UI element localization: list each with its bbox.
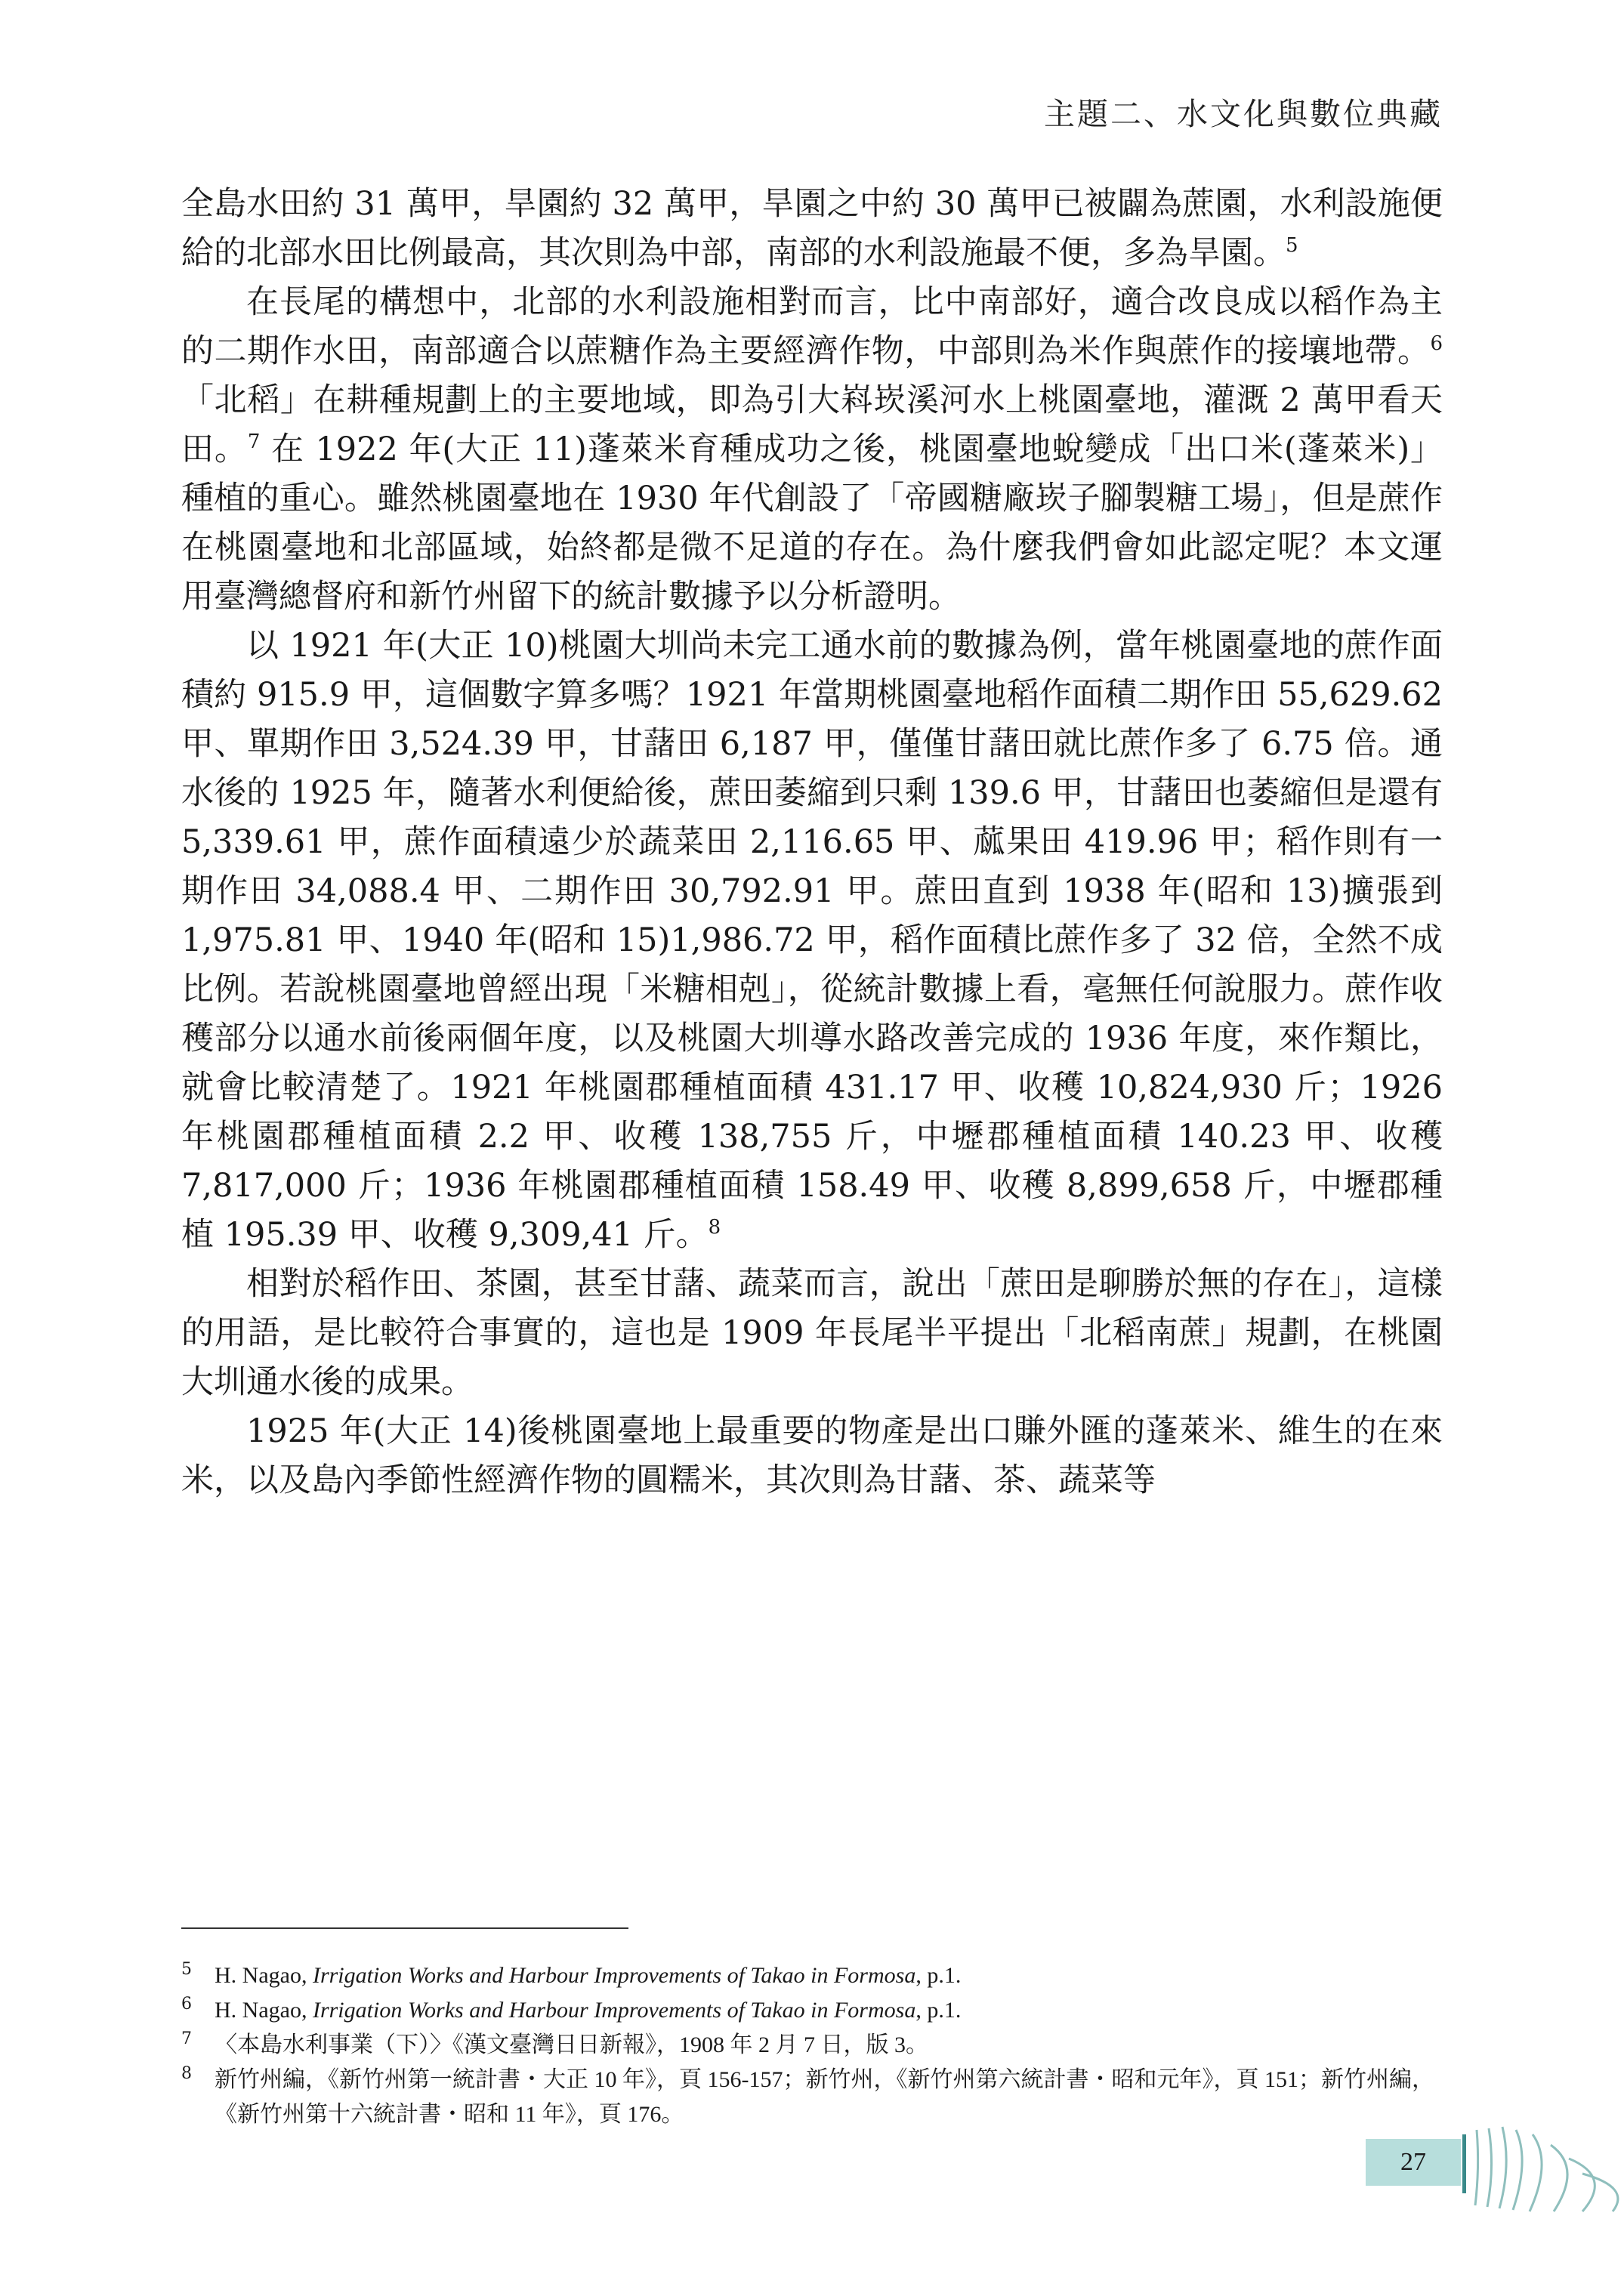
page-number: 27 [1366,2139,1461,2186]
footnote-number: 7 [181,2029,192,2048]
footnote-text: H. Nagao, Irrigation Works and Harbour Improvements of Takao in Formosa, p.1. [215,1963,962,1988]
wave-lines-decoration [1469,2115,1624,2213]
paragraph-4: 相對於稻作田、茶園，甚至甘藷、蔬菜而言，說出「蔗田是聊勝於無的存在」，這樣的用語，是比較符合事實的，這也是 1909 年長尾半平提出「北稻南蔗」規劃，在桃園大圳通水後的成果。 [181,1265,1443,1401]
paragraph-3: 以 1921 年(大正 10)桃園大圳尚未完工通水前的數據為例，當年桃園臺地的蔗作面積約 915.9 甲，這個數字算多嗎？1921 年當期桃園臺地稻作面積二期作田 55,629.62 甲、單期作田 3,524.39 甲，甘藷田 6,187 甲，僅僅甘藷田就比蔗作多了 6.75 倍。通水後的 1925 年，隨著水利便給後，蔗田萎縮到只剩 139.6 甲，甘藷田也萎縮但是還有 5,339.61 甲，蔗作面積遠少於蔬菜田 2,116.65 甲、蓏果田 419.96 甲；稻作則有一期作田 34,088.4 甲、二期作田 30,792.91 甲。蔗田直到 1938 年(昭和 13)擴張到 1,975.81 甲、1940 年(昭和 15)1,986.72 甲，稻作面積比蔗作多了 32 倍，全然不成比例。若說桃園臺地曾經出現「米糖相剋」，從統計數據上看，毫無任何說服力。蔗作收穫部分以通水前後兩個年度，以及桃園大圳導水路改善完成的 1936 年度，來作類比，就會比較清楚了。1921 年桃園郡種植面積 431.17 甲、收穫 10,824,930 斤；1926 年桃園郡種植面積 2.2 甲、收穫 138,755 斤，中壢郡種植面積 140.23 甲、收穫 7,817,000 斤；1936 年桃園郡種植面積 158.49 甲、收穫 8,899,658 斤，中壢郡種植 195.39 甲、收穫 9,309,41 斤。$^8$ [181,627,1443,1254]
footnote-ref-7[interactable]: 7 [247,431,261,453]
running-header: 主題二、水文化與數位典藏 [1044,96,1443,132]
footnote-number: 6 [181,1995,192,2014]
paragraph-1: 全島水田約 31 萬甲，旱園約 32 萬甲，旱園之中約 30 萬甲已被闢為蔗園，水利設施便給的北部水田比例最高，其次則為中部，南部的水利設施最不便，多為旱園。$^5$ [181,185,1443,272]
page-number-bar [1462,2134,1466,2193]
footnotes [181,1958,1443,2132]
footnote-5 [181,1958,1443,1993]
paragraph-2: 在長尾的構想中，北部的水利設施相對而言，比中南部好，適合改良成以稻作為主的二期作水田，南部適合以蔗糖作為主要經濟作物，中部則為米作與蔗作的接壤地帶。$^6$ 「北稻」在耕種規劃上的主要地域，即為引大嵙崁溪河水上桃園臺地，灌溉 2 萬甲看天田。$^7$ 在 1922 年(大正 11)蓬萊米育種成功之後，桃園臺地蛻變成「出口米(蓬萊米)」種植的重心。雖然桃園臺地在 1930 年代創設了「帝國糖廠崁子腳製糖工場」，但是蔗作在桃園臺地和北部區域，始終都是微不足道的存在。為什麼我們會如此認定呢？本文運用臺灣總督府和新竹州留下的統計數據予以分析證明。 [181,283,1443,616]
footnote-ref-5[interactable]: 5 [1286,234,1298,257]
footnote-ref-8[interactable]: 8 [708,1216,721,1239]
footnote-6 [181,1993,1443,2028]
footnote-text: 新竹州編，《新竹州第一統計書・大正 10 年》，頁 156-157；新竹州，《新竹州第六統計書・昭和元年》，頁 151；新竹州編，《新竹州第十六統計書・昭和 11 年》，頁 176。 [215,2067,1434,2127]
footnote-ref-6[interactable]: 6 [1430,332,1443,355]
footnote-8 [181,2063,1443,2132]
footnote-number: 5 [181,1960,192,1979]
footnote-divider [181,1927,628,1929]
footnote-text: H. Nagao, Irrigation Works and Harbour Improvements of Takao in Formosa, p.1. [215,1998,962,2023]
footnote-7 [181,2028,1443,2063]
paragraph-5: 1925 年(大正 14)後桃園臺地上最重要的物產是出口賺外匯的蓬萊米、維生的在來米，以及島內季節性經濟作物的圓糯米，其次則為甘藷、茶、蔬菜等 [181,1412,1443,1499]
footnote-number: 8 [181,2064,192,2083]
body-text [181,180,1443,1505]
footnote-text: 〈本島水利事業（下）〉《漢文臺灣日日新報》，1908 年 2 月 7 日，版 3。 [215,2032,928,2057]
